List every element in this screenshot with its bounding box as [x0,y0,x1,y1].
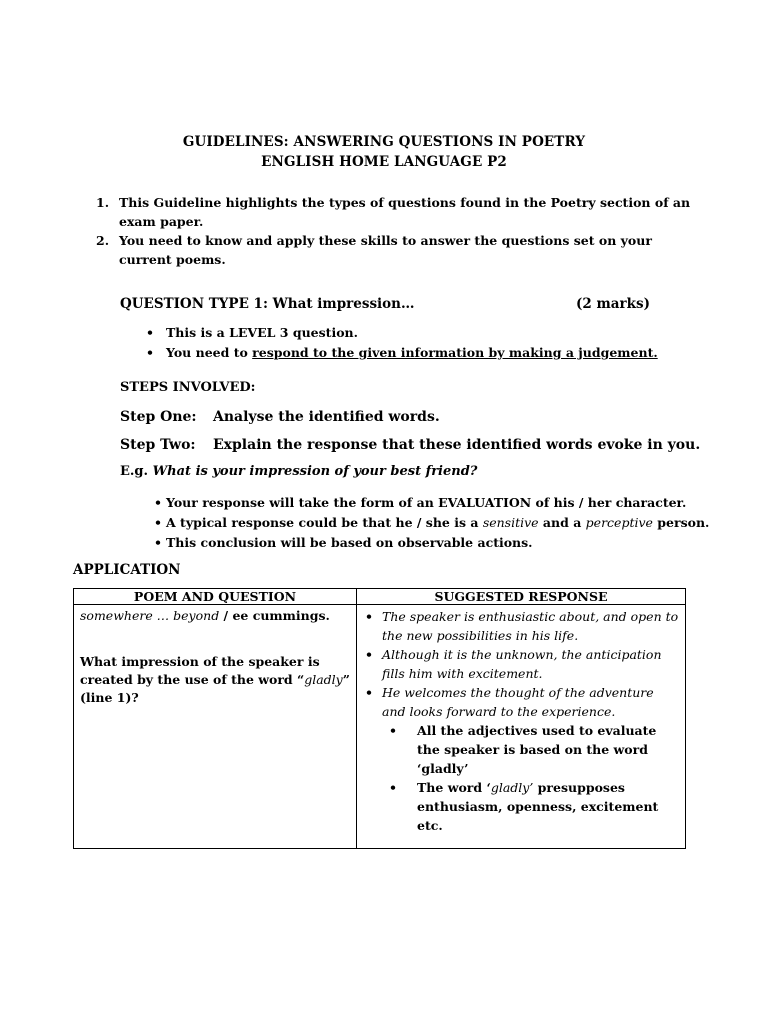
bullet-icon: • [154,535,162,550]
step-label: Step One: [120,409,197,425]
poem-title: somewhere … beyond [80,608,220,623]
intro-item [96,231,706,269]
response-item [363,683,679,721]
bullet-icon: • [389,723,397,738]
bullet-text-underlined: respond to the given information by making a judgement. [252,345,658,360]
text-run: and a [538,515,586,530]
question-type-label: QUESTION TYPE 1: What impression… [120,296,415,312]
response-text: He welcomes the thought of the adventure and looks forward to the experience. [382,685,654,719]
step-text: Explain the response that these identified words evoke in you. [213,437,701,453]
example-point-text: Your response will take the form of an EVALUATION of his / her character. [166,495,687,510]
response-cell [357,605,686,849]
step-text: Analyse the identified words. [213,409,440,425]
bullet-text [166,343,658,363]
text-run-italic: gladly’ [490,780,534,795]
application-table [73,588,686,849]
spacer [80,625,350,653]
example-points [154,493,709,553]
text-run-italic: gladly [304,672,343,687]
bullet-text: This is a LEVEL 3 question. [166,325,358,340]
bullet-icon: • [154,515,162,530]
bullet-icon: • [365,685,373,700]
example-question [120,464,477,479]
response-subtext: All the adjectives used to evaluate the speaker is based on the word ‘gladly’ [417,723,657,776]
poem-author: / ee cummings. [219,608,330,623]
application-heading: APPLICATION [73,562,181,578]
bullet-icon: • [389,780,397,795]
bullet-text-prefix: You need to [166,345,253,360]
text-run: The word ‘ [417,780,491,795]
example-point [154,493,709,513]
poem-question-cell [74,605,357,849]
table-header-row [74,589,686,605]
text-run: presupposes enthusiasm, openness, excitement etc. [417,780,659,833]
example-point-text: This conclusion will be based on observable actions. [166,535,533,550]
bullet-icon: • [365,647,373,662]
example-point [154,533,709,553]
response-subitem [363,778,679,835]
text-run: person. [652,515,710,530]
intro-number: 1. [96,195,110,210]
intro-text: This Guideline highlights the types of questions found in the Poetry section of an exam paper. [119,195,691,229]
poem-question [80,653,350,707]
response-item [363,607,679,645]
text-run: What impression of the speaker is created by the use of the word “ [80,654,320,687]
table-row [74,605,686,849]
step-one [120,409,440,425]
example-point-text [166,513,709,533]
step-two [120,437,700,453]
step-label: Step Two: [120,437,196,453]
intro-text: You need to know and apply these skills to answer the questions set on your current poems. [119,233,652,267]
example-text: What is your impression of your best friend? [152,464,478,479]
response-subitem [363,721,679,778]
question-type-bullets [146,323,658,363]
column-header-poem: POEM AND QUESTION [74,589,357,605]
response-text: The speaker is enthusiastic about, and open to the new possibilities in his life. [382,609,679,643]
text-run: A typical response could be that he / she is a [166,515,483,530]
bullet-icon: • [365,609,373,624]
question-type-heading [120,296,650,312]
example-point [154,513,709,533]
column-header-response: SUGGESTED RESPONSE [357,589,686,605]
steps-heading: STEPS INVOLVED: [120,380,256,395]
document-subtitle: ENGLISH HOME LANGUAGE P2 [261,154,507,170]
response-text: Although it is the unknown, the anticipation fills him with excitement. [382,647,662,681]
intro-item [96,193,706,231]
response-item [363,645,679,683]
bullet-item [146,343,658,363]
poem-reference [80,607,350,625]
document-title: GUIDELINES: ANSWERING QUESTIONS IN POETRY [182,134,586,150]
example-prefix: E.g. [120,464,153,479]
bullet-icon: • [146,325,154,340]
text-run-italic: sensitive [482,515,539,530]
response-subtext [417,778,679,835]
bullet-icon: • [146,345,154,360]
intro-list [96,193,706,269]
text-run: ” (line 1)? [80,672,350,705]
intro-number: 2. [96,233,110,248]
bullet-item [146,323,658,343]
question-type-marks: (2 marks) [576,296,650,312]
text-run-italic: perceptive [585,515,653,530]
bullet-icon: • [154,495,162,510]
